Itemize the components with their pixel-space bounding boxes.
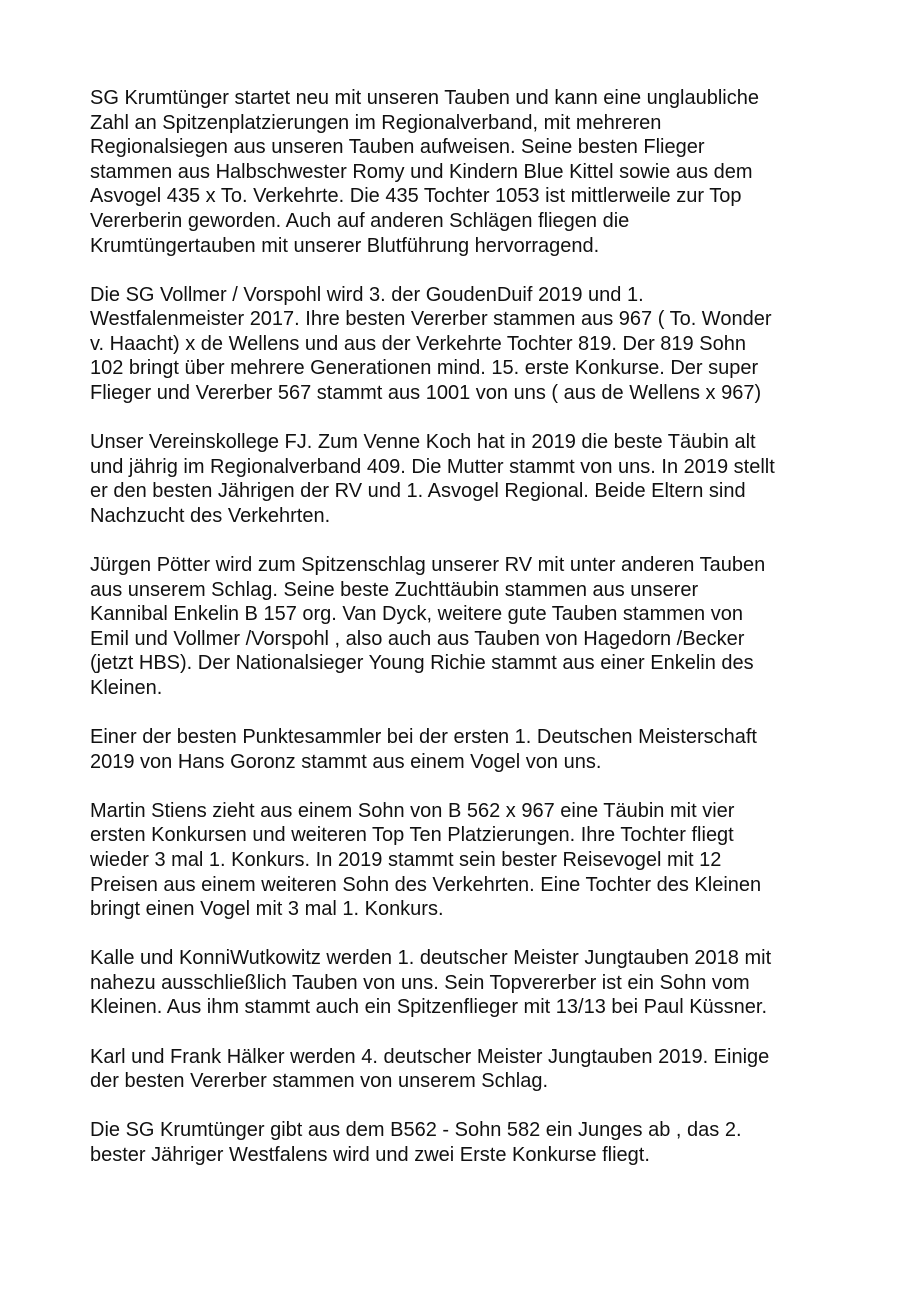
text-line: der besten Vererber stammen von unserem Schlag. bbox=[90, 1070, 549, 1093]
paragraph-stiens bbox=[90, 799, 850, 922]
text-line: bester Jähriger Westfalens wird und zwei Erste Konkurse fliegt. bbox=[90, 1143, 650, 1166]
text-line: SG Krumtünger startet neu mit unseren Tauben und kann eine unglaubliche bbox=[90, 87, 759, 109]
text-line: stammen aus Halbschwester Romy und Kindern Blue Kittel sowie aus dem bbox=[90, 160, 753, 183]
text-line: Die SG Vollmer / Vorspohl wird 3. der GoudenDuif 2019 und 1. bbox=[90, 283, 644, 306]
text-line: Westfalenmeister 2017. Ihre besten Vererber stammen aus 967 ( To. Wonder bbox=[90, 308, 772, 331]
text-line: er den besten Jährigen der RV und 1. Asvogel Regional. Beide Eltern sind bbox=[90, 480, 746, 503]
text-line: Vererberin geworden. Auch auf anderen Schlägen fliegen die bbox=[90, 209, 630, 232]
paragraph-zum-venne-koch bbox=[90, 430, 850, 528]
text-line: wieder 3 mal 1. Konkurs. In 2019 stammt sein bester Reisevogel mit 12 bbox=[90, 848, 722, 871]
text-line: Nachzucht des Verkehrten. bbox=[90, 504, 331, 527]
text-line: Flieger und Vererber 567 stammt aus 1001 von uns ( aus de Wellens x 967) bbox=[90, 382, 762, 405]
text-line: (jetzt HBS). Der Nationalsieger Young Richie stammt aus einer Enkelin des bbox=[90, 652, 754, 675]
paragraph-vollmer-vorspohl bbox=[90, 283, 850, 406]
text-line: Kleinen. bbox=[90, 676, 163, 699]
paragraph-haelker bbox=[90, 1045, 850, 1094]
text-line: Kleinen. Aus ihm stammt auch ein Spitzenflieger mit 13/13 bei Paul Küssner. bbox=[90, 996, 768, 1019]
text-line: Die SG Krumtünger gibt aus dem B562 - Sohn 582 ein Junges ab , das 2. bbox=[90, 1119, 742, 1142]
text-line: Asvogel 435 x To. Verkehrte. Die 435 Tochter 1053 ist mittlerweile zur Top bbox=[90, 185, 742, 208]
text-line: Karl und Frank Hälker werden 4. deutscher Meister Jungtauben 2019. Einige bbox=[90, 1045, 770, 1068]
text-line: Einer der besten Punktesammler bei der ersten 1. Deutschen Meisterschaft bbox=[90, 726, 757, 749]
text-line: bringt einen Vogel mit 3 mal 1. Konkurs. bbox=[90, 898, 444, 921]
text-line: Martin Stiens zieht aus einem Sohn von B 562 x 967 eine Täubin mit vier bbox=[90, 799, 735, 822]
text-line: und jährig im Regionalverband 409. Die Mutter stammt von uns. In 2019 stellt bbox=[90, 455, 775, 478]
paragraph-goronz bbox=[90, 725, 850, 774]
text-line: Unser Vereinskollege FJ. Zum Venne Koch hat in 2019 die beste Täubin alt bbox=[90, 431, 756, 454]
text-line: Jürgen Pötter wird zum Spitzenschlag unserer RV mit unter anderen Tauben bbox=[90, 554, 766, 576]
text-line: ersten Konkursen und weiteren Top Ten Platzierungen. Ihre Tochter fliegt bbox=[90, 824, 734, 847]
document-body bbox=[90, 86, 850, 1192]
text-line: v. Haacht) x de Wellens und aus der Verkehrte Tochter 819. Der 819 Sohn bbox=[90, 332, 746, 355]
text-line: Krumtüngertauben mit unserer Blutführung hervorragend. bbox=[90, 234, 600, 257]
paragraph-poetter bbox=[90, 553, 850, 701]
text-line: Kannibal Enkelin B 157 org. Van Dyck, weitere gute Tauben stammen von bbox=[90, 603, 743, 626]
text-line: Preisen aus einem weiteren Sohn des Verkehrten. Eine Tochter des Kleinen bbox=[90, 873, 762, 896]
paragraph-sg-krumtuenger-b562 bbox=[90, 1118, 850, 1167]
text-line: Regionalsiegen aus unseren Tauben aufweisen. Seine besten Flieger bbox=[90, 136, 705, 159]
text-line: 102 bringt über mehrere Generationen mind. 15. erste Konkurse. Der super bbox=[90, 357, 759, 380]
text-line: Kalle und KonniWutkowitz werden 1. deutscher Meister Jungtauben 2018 mit bbox=[90, 947, 772, 970]
text-line: Emil und Vollmer /Vorspohl , also auch aus Tauben von Hagedorn /Becker bbox=[90, 627, 745, 650]
paragraph-wutkowitz bbox=[90, 946, 850, 1020]
paragraph-krumtuenger bbox=[90, 86, 850, 258]
text-line: Zahl an Spitzenplatzierungen im Regionalverband, mit mehreren bbox=[90, 111, 662, 134]
text-line: aus unserem Schlag. Seine beste Zuchttäubin stammen aus unserer bbox=[90, 578, 699, 601]
text-line: 2019 von Hans Goronz stammt aus einem Vogel von uns. bbox=[90, 750, 602, 773]
text-line: nahezu ausschließlich Tauben von uns. Sein Topvererber ist ein Sohn vom bbox=[90, 971, 750, 994]
